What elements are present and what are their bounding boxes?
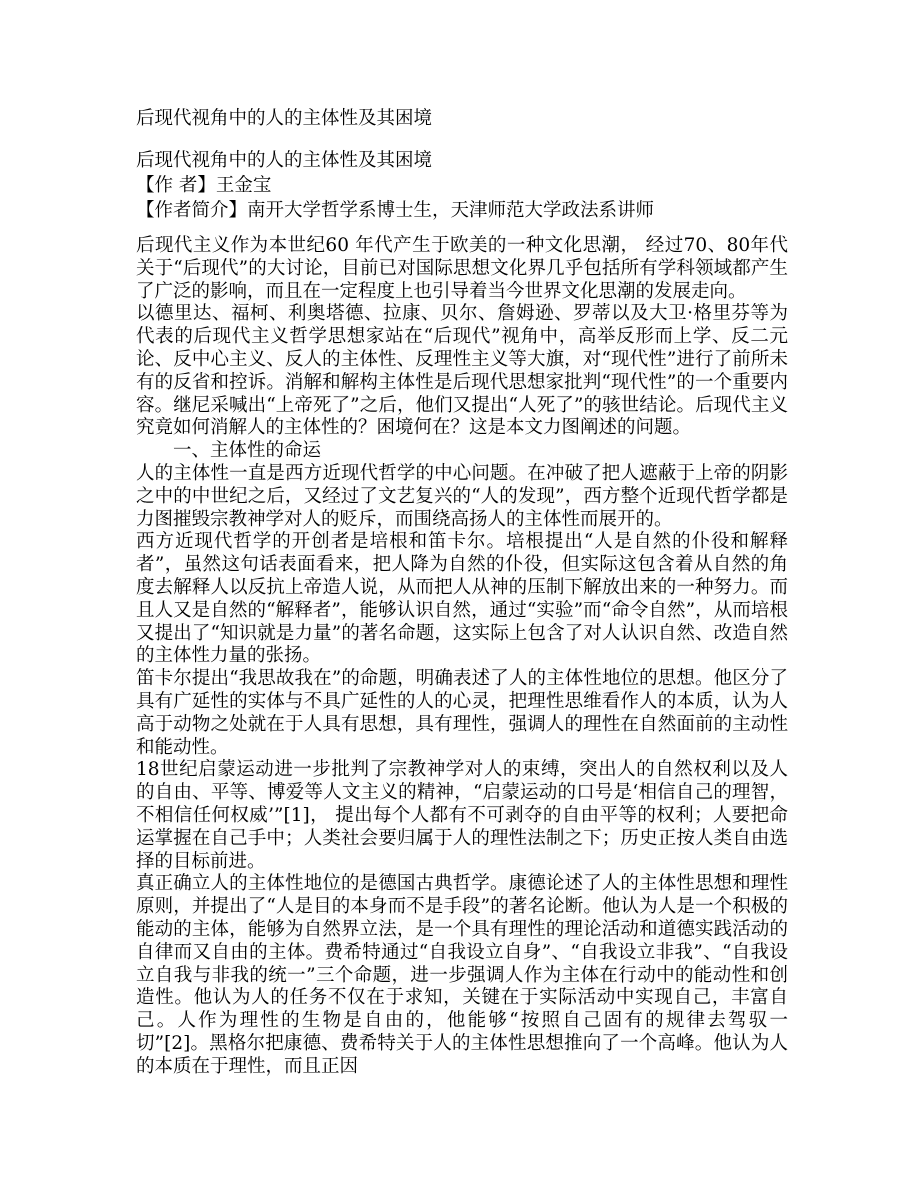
document-title: 后现代视角中的人的主体性及其困境	[136, 108, 433, 129]
article-body	[136, 235, 788, 1078]
author-line: 【作 者】王金宝	[136, 175, 272, 196]
paragraph-thesis: 以德里达、福柯、利奥塔德、拉康、贝尔、詹姆逊、罗蒂以及大卫·格里芬等为代表的后现代主义哲学思想家站在“后现代”视角中，高举反形而上学、反二元论、反中心主义、反人的主体性、反理性主义等大旗，对“现代性”进行了前所未有的反省和控诉。消解和解构主体性是后现代思想家批判“现代性”的一个重要内容。继尼采喊出“上帝死了”之后，他们又提出“人死了”的骇世结论。后现代主义究竟如何消解人的主体性的？困境何在？这是本文力图阐述的问题。	[136, 303, 788, 439]
article-title: 后现代视角中的人的主体性及其困境	[136, 150, 433, 171]
paragraph-bacon: 西方近现代哲学的开创者是培根和笛卡尔。培根提出“人是自然的仆役和解释者”，虽然这句话表面看来，把人降为自然的仆役，但实际这包含着从自然的角度去解释人以反抗上帝造人说，从而把人从神的压制下解放出来的一种努力。而且人又是自然的“解释者”，能够认识自然，通过“实验”而“命令自然”，从而培根又提出了“知识就是力量”的著名命题，这实际上包含了对人认识自然、改造自然的主体性力量的张扬。	[136, 531, 788, 667]
article-header	[136, 148, 788, 223]
paragraph-subjectivity: 人的主体性一直是西方近现代哲学的中心问题。在冲破了把人遮蔽于上帝的阴影之中的中世纪之后，又经过了文艺复兴的“人的发现”，西方整个近现代哲学都是力图摧毁宗教神学对人的贬斥，而围绕高扬人的主体性而展开的。	[136, 462, 788, 530]
paragraph-german-philosophy: 真正确立人的主体性地位的是德国古典哲学。康德论述了人的主体性思想和理性原则，并提出了“人是目的本身而不是手段”的著名论断。他认为人是一个积极的能动的主体，能够为自然界立法，是一个具有理性的理论活动和道德实践活动的自律而又自由的主体。费希特通过“自我设立自身”、“自我设立非我”、“自我设立自我与非我的统一”三个命题，进一步强调人作为主体在行动中的能动性和创造性。他认为人的任务不仅在于求知，关键在于实际活动中实现自己，丰富自己。人作为理性的生物是自由的，他能够“按照自己固有的规律去驾驭一切”[2]。黑格尔把康德、费希特关于人的主体性思想推向了一个高峰。他认为人的本质在于理性，而且正因	[136, 873, 788, 1077]
author-bio-line: 【作者简介】南开大学哲学系博士生，天津师范大学政法系讲师	[136, 200, 655, 221]
section-heading: 一、主体性的命运	[173, 440, 322, 462]
paragraph-intro: 后现代主义作为本世纪60 年代产生于欧美的一种文化思潮， 经过70、80年代关于“后现代”的大讨论，目前已对国际思想文化界几乎包括所有学科领域都产生了广泛的影响，而且在一定程度上也引导着当今世界文化思潮的发展走向。	[136, 235, 788, 302]
paragraph-descartes: 笛卡尔提出“我思故我在”的命题，明确表述了人的主体性地位的思想。他区分了具有广延性的实体与不具广延性的人的心灵，把理性思维看作人的本质，认为人高于动物之处就在于人具有思想，具有理性，强调人的理性在自然面前的主动性和能动性。	[136, 668, 788, 758]
paragraph-enlightenment: 18世纪启蒙运动进一步批判了宗教神学对人的束缚，突出人的自然权利以及人的自由、平等、博爱等人文主义的精神，“启蒙运动的口号是‘相信自己的理智，不相信任何权威’”[1]， 提出每个人都有不可剥夺的自由平等的权利；人要把命运掌握在自己手中；人类社会要归属于人的理性法制之下；历史正按人类自由选择的目标前进。	[136, 759, 788, 872]
